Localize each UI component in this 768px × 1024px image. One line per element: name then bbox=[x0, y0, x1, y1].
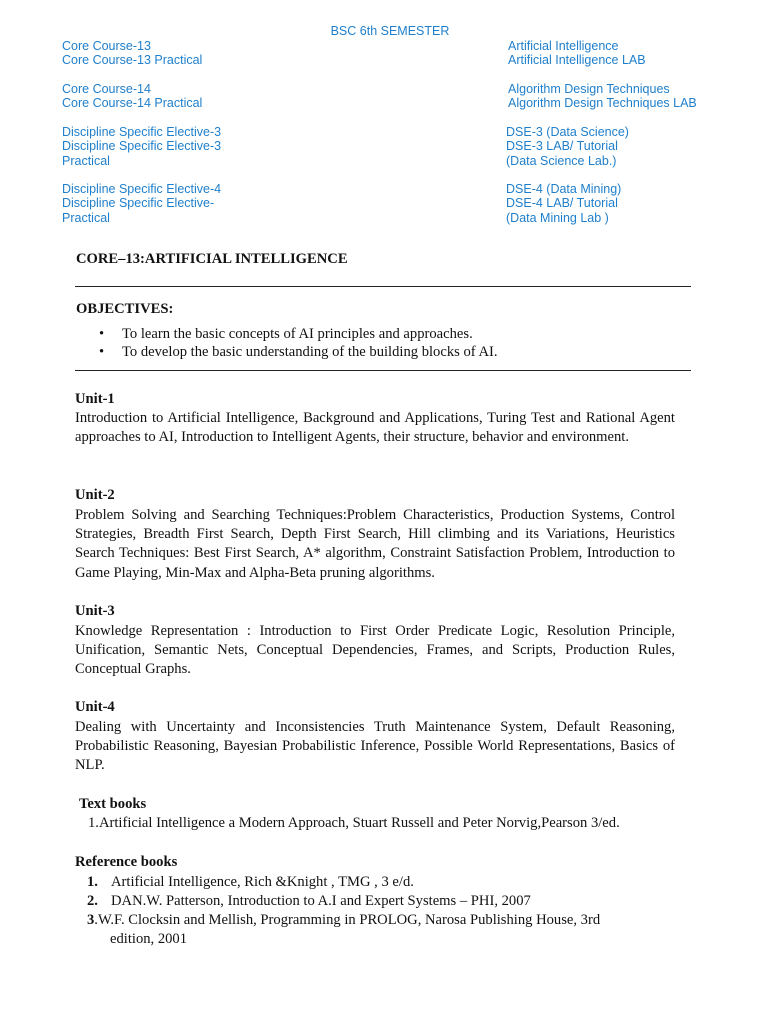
text-book-item: 1.Artificial Intelligence a Modern Approach, Stuart Russell and Peter Norvig,Pearson 3/ed. bbox=[88, 815, 620, 831]
reference-text: Artificial Intelligence, Rich &Knight , TMG , 3 e/d. bbox=[111, 874, 414, 890]
course-name: DSE-4 LAB/ Tutorial bbox=[506, 196, 618, 211]
reference-item bbox=[87, 873, 414, 892]
course-label: Discipline Specific Elective-3 bbox=[62, 139, 222, 154]
reference-item-continuation: edition, 2001 bbox=[110, 931, 188, 947]
course-block-left-1 bbox=[62, 39, 202, 68]
course-name: DSE-4 (Data Mining) bbox=[506, 182, 622, 196]
reference-item bbox=[87, 892, 531, 911]
course-label: Discipline Specific Elective- bbox=[62, 196, 215, 211]
objectives-list bbox=[96, 325, 498, 361]
reference-number: 2. bbox=[87, 893, 98, 909]
unit-1-text: Introduction to Artificial Intelligence, Background and Applications, Turing Test and Rational Agent approaches to AI, Introduction to Intelligent Agents, their structure, behavior and environment. bbox=[75, 410, 675, 446]
course-block-left-3 bbox=[62, 125, 221, 168]
semester-title: BSC 6th SEMESTER bbox=[330, 24, 450, 38]
course-block-left-4 bbox=[62, 182, 221, 225]
course-label: Practical bbox=[62, 153, 110, 168]
unit-1-title: Unit-1 bbox=[75, 391, 115, 407]
divider bbox=[75, 370, 691, 371]
reference-number: 1. bbox=[87, 874, 98, 890]
course-label: Core Course-14 bbox=[62, 82, 151, 96]
unit-3-title: Unit-3 bbox=[75, 603, 115, 619]
reference-text: .W.F. Clocksin and Mellish, Programming in PROLOG, Narosa Publishing House, 3rd bbox=[94, 912, 601, 928]
divider bbox=[75, 286, 691, 287]
course-name: (Data Mining Lab ) bbox=[506, 210, 609, 225]
core-title: CORE–13:ARTIFICIAL INTELLIGENCE bbox=[76, 251, 348, 267]
unit-2-title: Unit-2 bbox=[75, 487, 115, 503]
course-name: Algorithm Design Techniques bbox=[508, 82, 670, 96]
course-label: Core Course-13 bbox=[62, 39, 151, 53]
course-label: Discipline Specific Elective-3 bbox=[62, 125, 222, 139]
list-item bbox=[96, 343, 498, 361]
course-block-right-3 bbox=[506, 125, 629, 168]
course-name: DSE-3 (Data Science) bbox=[506, 125, 629, 139]
unit-4-text: Dealing with Uncertainty and Inconsistencies Truth Maintenance System, Default Reasoning, Probabilistic Reasoning, Bayesian Probabilistic Inference, Possible World Representations, Basics of NLP. bbox=[75, 719, 675, 774]
course-label: Discipline Specific Elective-4 bbox=[62, 182, 222, 196]
unit-4-title: Unit-4 bbox=[75, 699, 115, 715]
objective-text: To develop the basic understanding of the building blocks of AI. bbox=[122, 344, 498, 360]
course-block-left-2 bbox=[62, 82, 202, 111]
unit-2-text: Problem Solving and Searching Techniques:Problem Characteristics, Production Systems, Control Strategies, Breadth First Search, Depth First Search, Hill climbing and its Variations, Heuristics Search Techniques: Best First Search, A* algorithm, Constraint Satisfaction Problem, Introduction to Game Playing, Min-Max and Alpha-Beta pruning algorithms. bbox=[75, 507, 675, 581]
list-item bbox=[96, 325, 498, 343]
unit-3-text: Knowledge Representation : Introduction to First Order Predicate Logic, Resolution Principle, Unification, Semantic Nets, Conceptual Dependencies, Frames, and Scripts, Production Rules, Conceptual Graphs. bbox=[75, 623, 675, 678]
reference-books-heading: Reference books bbox=[75, 854, 178, 870]
objectives-heading: OBJECTIVES: bbox=[76, 301, 174, 317]
text-books-heading: Text books bbox=[79, 796, 147, 812]
course-block-right-2 bbox=[508, 82, 697, 111]
course-block-right-4 bbox=[506, 182, 621, 225]
course-name: Artificial Intelligence LAB bbox=[508, 53, 646, 68]
course-label: Core Course-13 Practical bbox=[62, 53, 203, 68]
objective-text: To learn the basic concepts of AI principles and approaches. bbox=[122, 326, 473, 342]
course-label: Core Course-14 Practical bbox=[62, 96, 203, 111]
course-label: Practical bbox=[62, 210, 110, 225]
reference-number: 3 bbox=[87, 912, 95, 928]
bullet-icon: • bbox=[99, 344, 105, 360]
course-name: DSE-3 LAB/ Tutorial bbox=[506, 139, 618, 154]
course-name: Algorithm Design Techniques LAB bbox=[508, 96, 697, 111]
course-name: (Data Science Lab.) bbox=[506, 153, 617, 168]
reference-text: DAN.W. Patterson, Introduction to A.I and Expert Systems – PHI, 2007 bbox=[111, 893, 531, 909]
course-name: Artificial Intelligence bbox=[508, 39, 619, 53]
course-block-right-1 bbox=[508, 39, 646, 68]
reference-item bbox=[87, 911, 600, 930]
bullet-icon: • bbox=[99, 326, 105, 342]
